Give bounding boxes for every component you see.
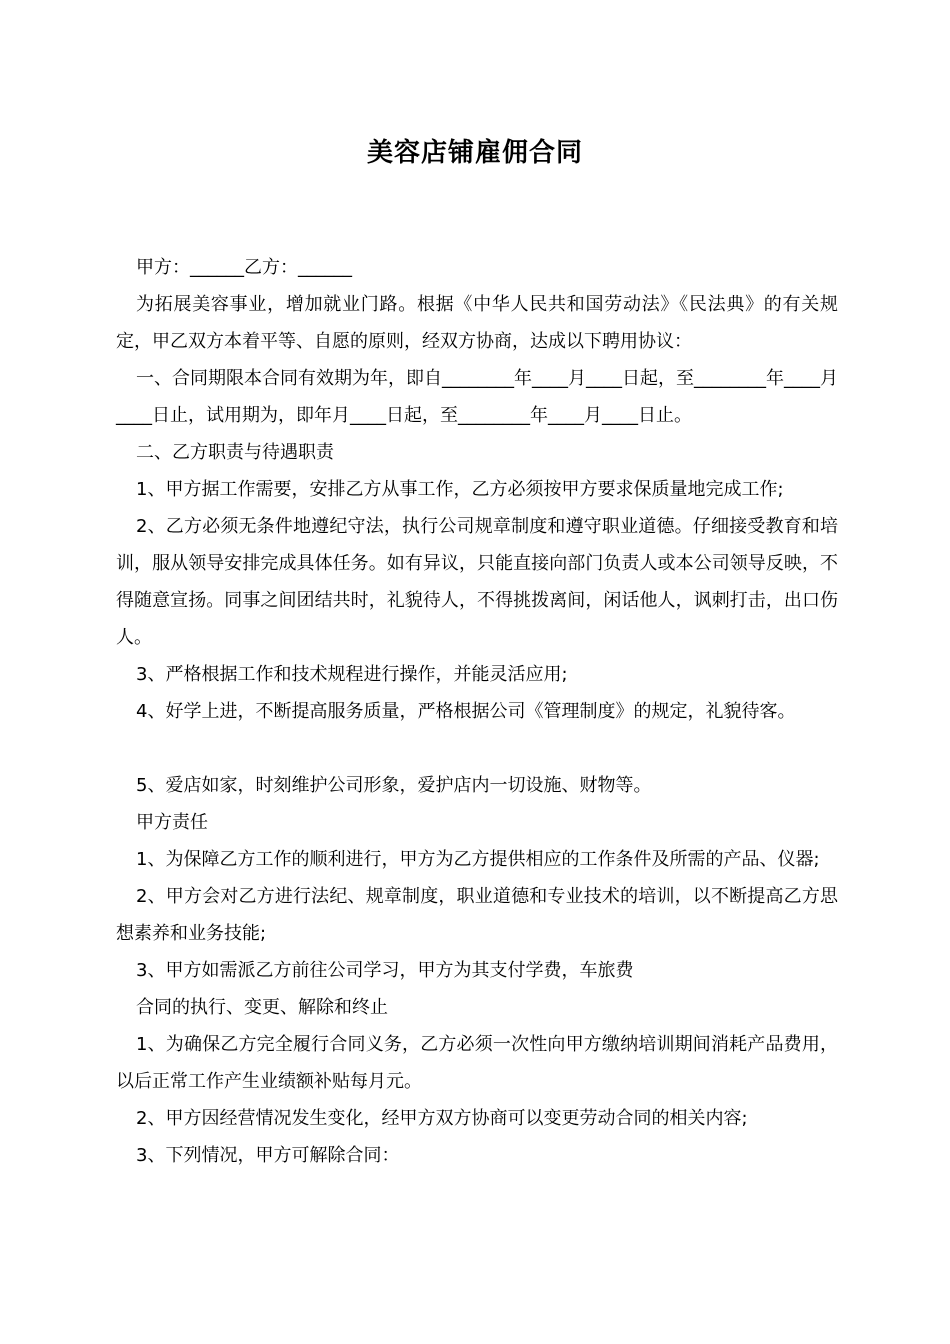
preamble-paragraph: 为拓展美容事业，增加就业门路。根据《中华人民共和国劳动法》《民法典》的有关规定，甲乙双方本着平等、自愿的原则，经双方协商，达成以下聘用协议： [116,294,838,352]
execution-item-3: 3、下列情况，甲方可解除合同： [136,1145,400,1166]
section-heading-party-a: 甲方责任 [136,812,208,833]
party-a-item-2: 2、甲方会对乙方进行法纪、规章制度，职业道德和专业技术的培训，以不断提高乙方思想素养和业务技能; [116,886,838,944]
duty-item-2: 2、乙方必须无条件地遵纪守法，执行公司规章制度和遵守职业道德。仔细接受教育和培训，服从领导安排完成具体任务。如有异议，只能直接向部门负责人或本公司领导反映，不得随意宣扬。同事之间团结共时，礼貌待人，不得挑拨离间，闲话他人，讽刺打击，出口伤人。 [116,516,838,648]
blank-line [116,730,838,767]
section-heading-duties: 二、乙方职责与待遇职责 [136,442,334,463]
duty-item-3: 3、严格根据工作和技术规程进行操作，并能灵活应用; [136,664,568,685]
duty-item-1: 1、甲方据工作需要，安排乙方从事工作，乙方必须按甲方要求保质量地完成工作; [136,479,784,500]
party-a-item-1: 1、为保障乙方工作的顺利进行，甲方为乙方提供相应的工作条件及所需的产品、仪器; [136,849,820,870]
execution-item-1: 1、为确保乙方完全履行合同义务，乙方必须一次性向甲方缴纳培训期间消耗产品费用，以后正常工作产生业绩额补贴每月元。 [116,1034,838,1092]
duty-item-4: 4、好学上进，不断提高服务质量，严格根据公司《管理制度》的规定，礼貌待客。 [136,701,796,722]
document-title: 美容店铺雇佣合同 [366,138,583,168]
duty-item-5: 5、爱店如家，时刻维护公司形象，爱护店内一切设施、财物等。 [136,775,652,796]
parties-line: 甲方：______乙方：______ [136,257,352,278]
section-heading-execution: 合同的执行、变更、解除和终止 [136,997,388,1018]
contract-term-paragraph: 一、合同期限本合同有效期为年，即自________年____月____日起，至________年____月____日止，试用期为，即年月____日起，至________年____月____日止。 [116,368,838,426]
document-body [116,249,838,1174]
party-a-item-3: 3、甲方如需派乙方前往公司学习，甲方为其支付学费，车旅费 [136,960,634,981]
execution-item-2: 2、甲方因经营情况发生变化，经甲方双方协商可以变更劳动合同的相关内容; [136,1108,748,1129]
